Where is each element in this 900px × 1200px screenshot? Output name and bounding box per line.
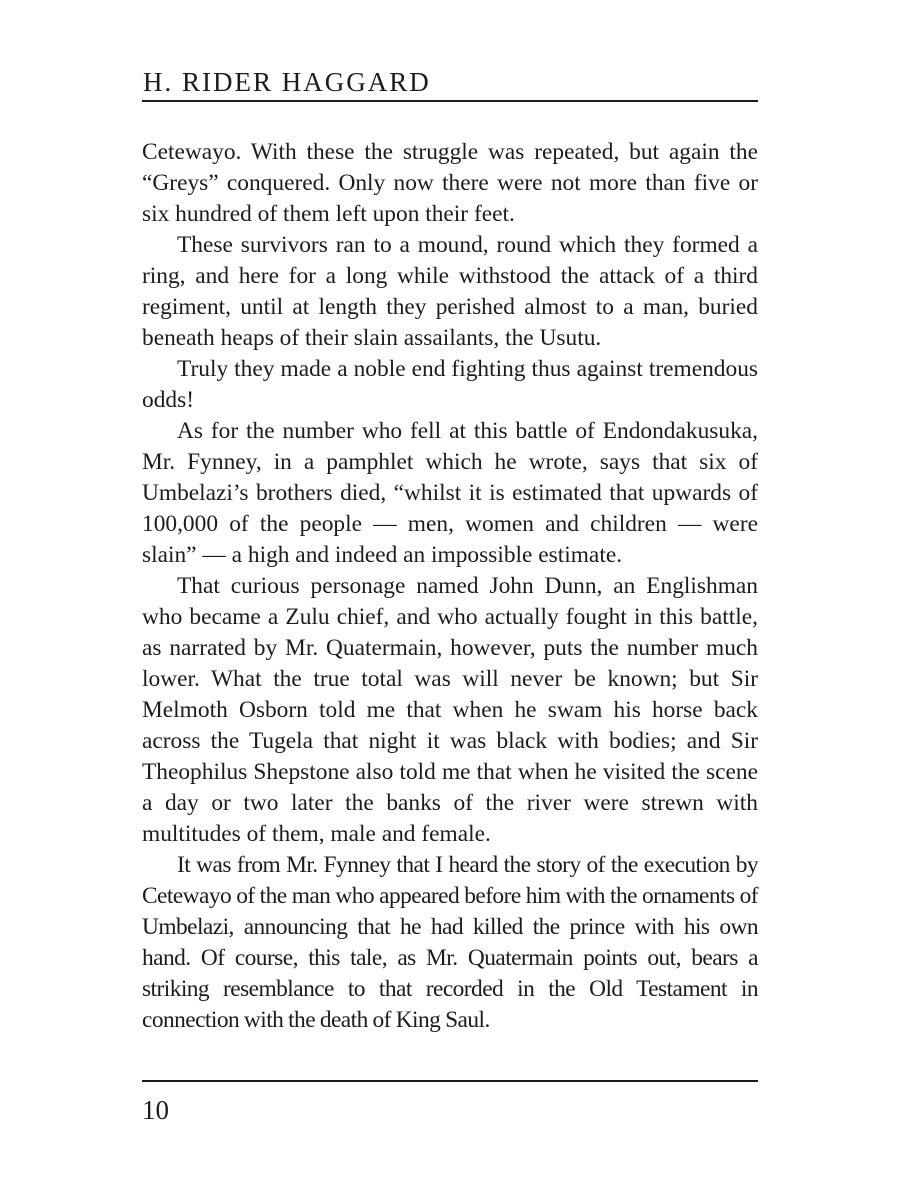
header-rule	[142, 100, 758, 102]
page-number: 10	[142, 1095, 169, 1125]
footer-rule	[142, 1080, 758, 1082]
paragraph: These survivors ran to a mound, round which they formed a ring, and here for a long while withstood the attack of a third regiment, until at length they perished almost to a man, buried beneath heaps of their slain assailants, the Usutu.	[142, 232, 758, 351]
paragraph: It was from Mr. Fynney that I heard the story of the execution by Cetewayo of the man who appeared before him with the ornaments of Umbelazi, announcing that he had killed the prince with his own hand. Of course, this tale, as Mr. Quatermain points out, bears a striking resemblance to that recorded in the Old Testament in connection with the death of King Saul.	[142, 852, 758, 1033]
paragraph: Cetewayo. With these the struggle was repeated, but again the “Greys” conquered. Only now there were not more than five or six hundred of them left upon their feet.	[142, 139, 758, 227]
paragraph: Truly they made a noble end fighting thus against tremendous odds!	[142, 356, 758, 413]
paragraph: That curious personage named John Dunn, an Englishman who became a Zulu chief, and who actually fought in this battle, as narrated by Mr. Quatermain, however, puts the number much lower. What the true total was will never be known; but Sir Melmoth Osborn told me that when he swam his horse back across the Tugela that night it was black with bodies; and Sir Theophilus Shepstone also told me that when he visited the scene a day or two later the banks of the river were strewn with multitudes of them, male and female.	[142, 573, 758, 847]
page-body	[142, 137, 758, 1036]
running-title: H. RIDER HAGGARD	[143, 67, 431, 97]
paragraph: As for the number who fell at this battle of Endondakusuka, Mr. Fynney, in a pamphlet which he wrote, says that six of Umbelazi’s brothers died, “whilst it is estimated that upwards of 100,000 of the people — men, women and children — were slain” — a high and indeed an impossible estimate.	[142, 418, 758, 568]
